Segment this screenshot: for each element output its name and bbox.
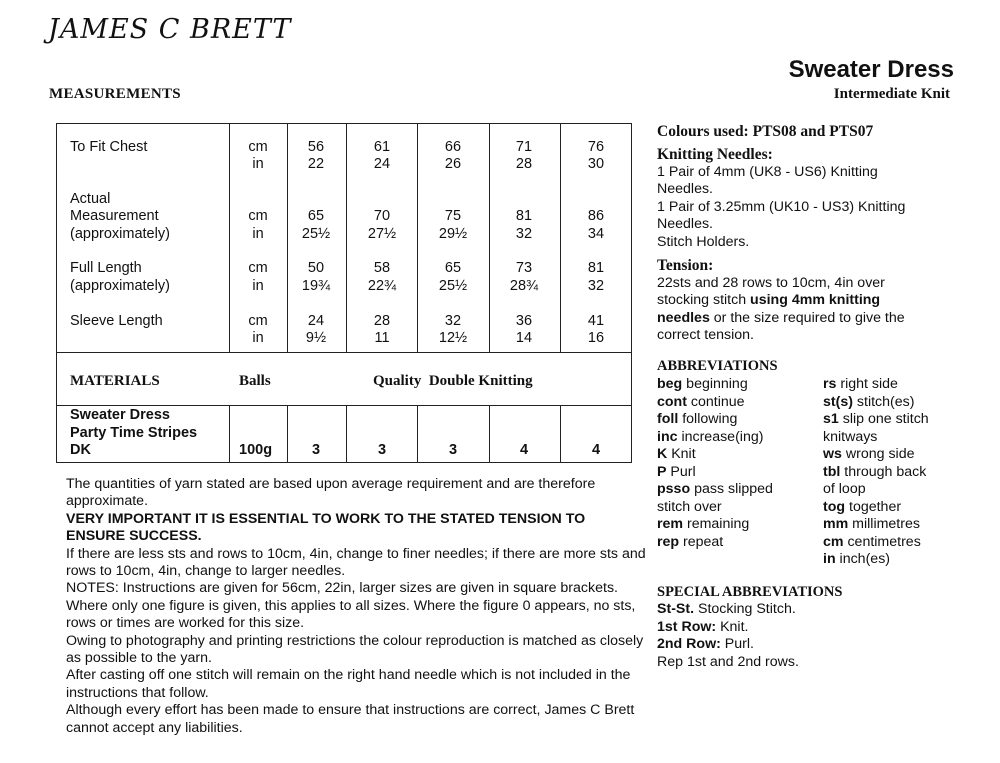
needles-section: [657, 146, 905, 252]
abbreviation-item: cm centimetres: [823, 533, 921, 550]
table-cell: 75: [444, 208, 462, 224]
yarn-name: DK: [70, 442, 91, 458]
col-divider: [489, 405, 490, 463]
abbreviation-item: 2nd Row: Purl.: [657, 636, 754, 652]
measurements-heading: MEASUREMENTS: [49, 86, 181, 102]
table-cell: 16: [587, 330, 605, 346]
unit-in: in: [252, 226, 264, 242]
note-paragraph: NOTES: Instructions are given for 56cm, 22in, larger sizes are given in square brackets.: [66, 580, 618, 597]
table-cell: 86: [587, 208, 605, 224]
col-divider: [346, 123, 347, 353]
unit-cm: cm: [248, 139, 268, 155]
table-cell: 25½: [301, 226, 331, 242]
brand-logo: JAMES C BRETT: [48, 14, 292, 45]
materials-divider: [56, 405, 632, 406]
table-cell: 34: [587, 226, 605, 242]
table-left-border: [56, 123, 57, 463]
table-right-border: [631, 123, 632, 463]
abbreviation-item: inc increase(ing): [657, 428, 764, 445]
ball-count: 4: [519, 442, 529, 458]
table-cell: 71: [515, 139, 533, 155]
quality-heading: Quality Double Knitting: [373, 373, 533, 389]
abbreviation-item: s1 slip one stitch: [823, 411, 929, 427]
tension-line: stocking stitch using 4mm knitting: [657, 292, 881, 309]
table-cell: 9½: [305, 330, 327, 346]
tension-section: [657, 257, 905, 345]
table-cell: 28¾: [509, 278, 539, 294]
pattern-title: Sweater Dress: [788, 56, 954, 83]
abbreviation-item: rs right side: [823, 376, 898, 392]
needles-line: 1 Pair of 4mm (UK8 - US6) Knitting: [657, 163, 878, 180]
table-cell: 24: [307, 313, 325, 329]
col-divider: [287, 123, 288, 353]
needles-line: Stitch Holders.: [657, 233, 750, 250]
abbreviation-item: rep repeat: [657, 533, 724, 550]
table-cell: 58: [373, 260, 391, 276]
abbreviation-item: st(s) stitch(es): [823, 393, 915, 410]
ball-count: 4: [591, 442, 601, 458]
table-cell: 22¾: [367, 278, 397, 294]
col-divider: [229, 405, 230, 463]
needles-line: Needles.: [657, 181, 713, 198]
row-label-actual: Measurement: [70, 208, 159, 224]
colours-heading: Colours used: PTS08 and PTS07: [657, 123, 874, 140]
note-paragraph: After casting off one stitch will remain on the right hand needle which is not included in the instructions that follow.: [66, 667, 631, 701]
tension-warning: VERY IMPORTANT IT IS ESSENTIAL TO WORK TO THE STATED TENSION TO ENSURE SUCCESS.: [66, 510, 586, 545]
notes-section: [66, 476, 646, 737]
abbreviation-item: cont continue: [657, 393, 745, 410]
table-top-border: [56, 123, 632, 124]
unit-cm: cm: [248, 260, 268, 276]
abbreviation-item: foll following: [657, 411, 738, 427]
note-paragraph: The quantities of yarn stated are based upon average requirement and are therefore approximate.: [66, 476, 596, 510]
needles-line: 1 Pair of 3.25mm (UK10 - US3) Knitting: [657, 198, 906, 215]
table-cell: 66: [444, 139, 462, 155]
table-cell: 30: [587, 156, 605, 172]
table-cell: 14: [515, 330, 533, 346]
abbreviation-item: K Knit: [657, 446, 696, 462]
abbreviation-item: tog together: [823, 498, 902, 515]
col-divider: [287, 405, 288, 463]
row-label-length: Full Length: [70, 260, 142, 276]
table-cell: 11: [374, 330, 390, 346]
col-divider: [489, 123, 490, 353]
abbreviation-item: St-St. Stocking Stitch.: [657, 601, 796, 617]
table-cell: 73: [515, 260, 533, 276]
unit-in: in: [252, 278, 264, 294]
abbreviation-item: ws wrong side: [823, 446, 915, 462]
table-cell: 24: [373, 156, 391, 172]
abbreviation-item: of loop: [823, 481, 866, 497]
abbreviation-item: tbl through back: [823, 463, 927, 480]
table-cell: 28: [515, 156, 533, 172]
table-cell: 22: [307, 156, 325, 172]
note-paragraph: If there are less sts and rows to 10cm, 4in, change to finer needles; if there are more sts and rows to 10cm, 4in, change to larger needles.: [66, 545, 646, 580]
abbreviation-item: psso pass slipped: [657, 481, 773, 497]
abbreviation-item: Rep 1st and 2nd rows.: [657, 653, 799, 670]
col-divider: [560, 123, 561, 353]
row-label-sleeve: Sleeve Length: [70, 313, 163, 329]
unit-cm: cm: [248, 313, 268, 329]
abbreviation-item: 1st Row: Knit.: [657, 618, 749, 635]
note-paragraph: Where only one figure is given, this applies to all sizes. Where the figure 0 appears, no sts, rows or times are worked for this size.: [66, 597, 636, 632]
table-cell: 28: [373, 313, 391, 329]
needles-heading: Knitting Needles:: [657, 146, 773, 163]
table-cell: 32: [587, 278, 605, 294]
tension-line: 22sts and 28 rows to 10cm, 4in over: [657, 274, 885, 291]
row-label-actual: Actual: [70, 191, 111, 207]
table-cell: 81: [587, 260, 605, 276]
abbreviation-item: knitways: [823, 428, 878, 445]
ball-count: 3: [311, 442, 321, 458]
col-divider: [229, 123, 230, 353]
tension-line: needles or the size required to give the: [657, 309, 905, 326]
note-paragraph: Owing to photography and printing restrictions the colour reproduction is matched as closely as possible to the yarn.: [66, 632, 644, 667]
table-cell: 19¾: [301, 278, 331, 294]
abbreviation-item: mm millimetres: [823, 516, 920, 532]
table-cell: 27½: [367, 226, 397, 242]
table-cell: 25½: [438, 278, 468, 294]
table-cell: 29½: [438, 226, 468, 242]
balls-heading: Balls: [239, 373, 271, 389]
table-cell: 70: [373, 208, 391, 224]
table-cell: 36: [515, 313, 533, 329]
abbreviation-item: P Purl: [657, 463, 696, 480]
table-cell: 41: [587, 313, 605, 329]
materials-heading: MATERIALS: [70, 373, 160, 389]
row-label-chest: To Fit Chest: [70, 139, 148, 155]
ball-count: 3: [448, 442, 458, 458]
abbreviation-item: rem remaining: [657, 516, 750, 532]
special-abbreviations-heading: SPECIAL ABBREVIATIONS: [657, 584, 843, 600]
col-divider: [560, 405, 561, 463]
tension-heading: Tension:: [657, 257, 714, 274]
table-divider: [56, 352, 632, 353]
table-cell: 81: [515, 208, 533, 224]
table-cell: 76: [587, 139, 605, 155]
abbreviations-heading: ABBREVIATIONS: [657, 358, 778, 374]
ball-count: 3: [377, 442, 387, 458]
table-cell: 56: [307, 139, 325, 155]
note-paragraph: Although every effort has been made to ensure that instructions are correct, James C Brett cannot accept any liabilities.: [66, 702, 635, 736]
table-bottom-border: [56, 462, 632, 463]
needles-line: Needles.: [657, 216, 713, 233]
tension-line: correct tension.: [657, 327, 754, 344]
table-cell: 50: [307, 260, 325, 276]
abbreviation-item: in inch(es): [823, 551, 891, 567]
col-divider: [417, 123, 418, 353]
table-cell: 61: [373, 139, 391, 155]
table-cell: 32: [515, 226, 533, 242]
unit-in: in: [252, 330, 264, 346]
col-divider: [417, 405, 418, 463]
yarn-name: Party Time Stripes: [70, 425, 198, 441]
table-cell: 32: [444, 313, 462, 329]
yarn-weight: 100g: [239, 442, 273, 458]
yarn-name: Sweater Dress: [70, 407, 170, 423]
unit-in: in: [252, 156, 264, 172]
pattern-subtitle: Intermediate Knit: [833, 86, 950, 102]
abbreviation-item: stitch over: [657, 498, 722, 515]
unit-cm: cm: [248, 208, 268, 224]
colours-used: [657, 123, 873, 141]
row-label-length: (approximately): [70, 278, 170, 294]
table-cell: 65: [307, 208, 325, 224]
table-cell: 26: [444, 156, 462, 172]
table-cell: 12½: [438, 330, 468, 346]
col-divider: [346, 405, 347, 463]
abbreviation-item: beg beginning: [657, 376, 748, 392]
row-label-actual: (approximately): [70, 226, 170, 242]
table-cell: 65: [444, 260, 462, 276]
